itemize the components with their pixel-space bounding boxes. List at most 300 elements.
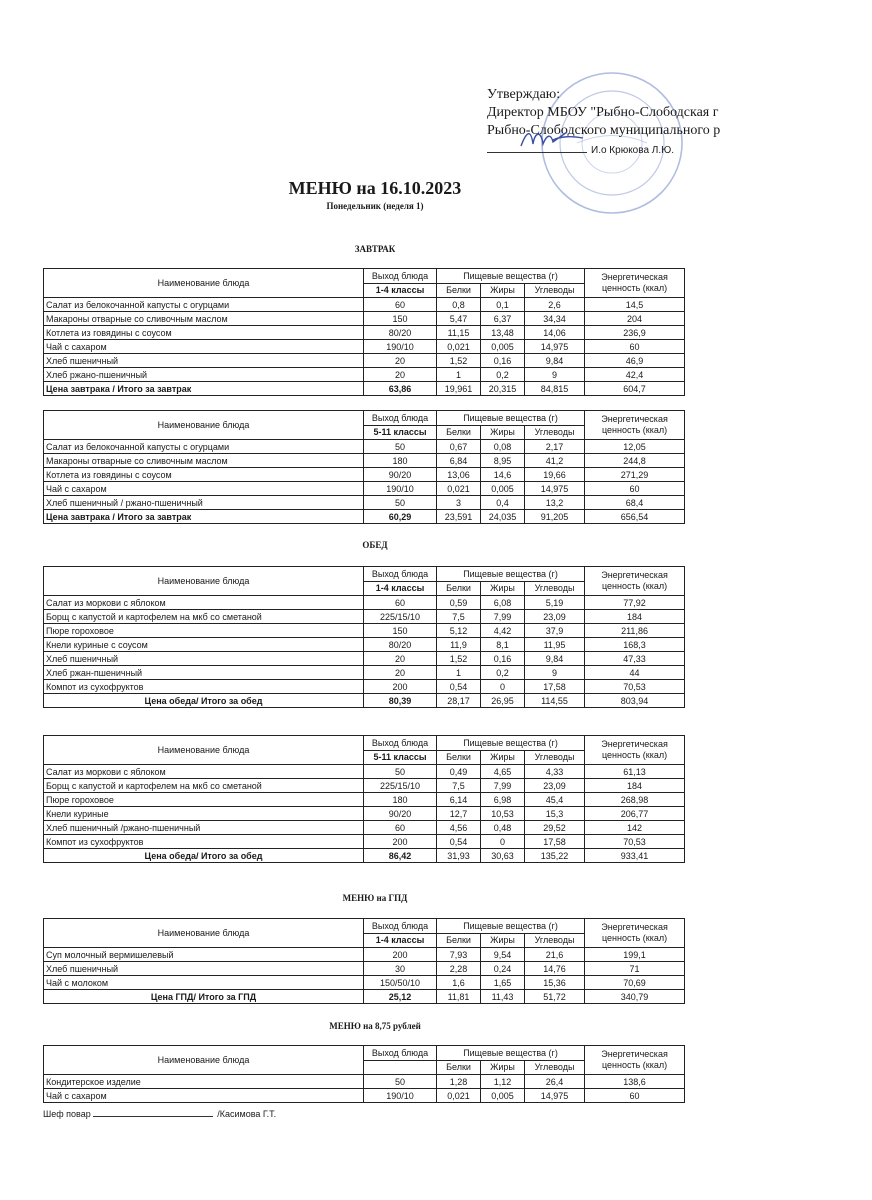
table-row <box>44 298 685 312</box>
header-fats: Жиры <box>481 425 525 440</box>
dish-fats: 0,4 <box>481 496 525 510</box>
dish-name: Борщ с капустой и картофелем на мкб со сметаной <box>44 610 364 624</box>
table-row <box>44 454 685 468</box>
dish-carbs: 29,52 <box>525 821 585 835</box>
dish-name: Хлеб ржан-пшеничный <box>44 666 364 680</box>
dish-output: 20 <box>364 368 437 382</box>
dish-energy: 142 <box>585 821 685 835</box>
dish-proteins: 0,54 <box>437 835 481 849</box>
dish-carbs: 15,36 <box>525 976 585 990</box>
header-carbs: Углеводы <box>525 283 585 298</box>
header-carbs: Углеводы <box>525 1060 585 1075</box>
approval-signature-row <box>487 140 872 160</box>
dish-carbs: 17,58 <box>525 835 585 849</box>
dish-output: 180 <box>364 793 437 807</box>
dish-output: 60 <box>364 596 437 610</box>
total-row <box>44 990 685 1004</box>
header-fats: Жиры <box>481 581 525 596</box>
table-row <box>44 638 685 652</box>
dish-output: 225/15/10 <box>364 610 437 624</box>
dish-carbs: 19,66 <box>525 468 585 482</box>
dish-energy: 211,86 <box>585 624 685 638</box>
chef-label: Шеф повар <box>43 1109 91 1119</box>
header-nutrients: Пищевые вещества (г) <box>437 567 585 582</box>
dish-proteins: 0,67 <box>437 440 481 454</box>
dish-name: Макароны отварные со сливочным маслом <box>44 454 364 468</box>
dish-proteins: 5,12 <box>437 624 481 638</box>
dish-fats: 6,08 <box>481 596 525 610</box>
dish-output: 150/50/10 <box>364 976 437 990</box>
dish-output: 50 <box>364 1075 437 1089</box>
header-output: Выход блюда <box>364 1046 437 1061</box>
dish-energy: 70,53 <box>585 680 685 694</box>
approval-district: Рыбно-Слободского муниципального р <box>487 123 721 138</box>
dish-name: Борщ с капустой и картофелем на мкб со сметаной <box>44 779 364 793</box>
header-carbs: Углеводы <box>525 581 585 596</box>
dish-output: 190/10 <box>364 1089 437 1103</box>
total-fats: 26,95 <box>481 694 525 708</box>
total-price: 80,39 <box>364 694 437 708</box>
dish-energy: 71 <box>585 962 685 976</box>
table-row <box>44 835 685 849</box>
table-row <box>44 482 685 496</box>
dish-name: Суп молочный вермишелевый <box>44 948 364 962</box>
header-dish-name: Наименование блюда <box>44 1046 364 1075</box>
dish-carbs: 15,3 <box>525 807 585 821</box>
dish-fats: 0,24 <box>481 962 525 976</box>
table-lunch-5-11 <box>43 735 685 863</box>
dish-carbs: 5,19 <box>525 596 585 610</box>
dish-fats: 4,42 <box>481 624 525 638</box>
dish-energy: 138,6 <box>585 1075 685 1089</box>
page-title: МЕНЮ на 16.10.2023 <box>288 178 462 198</box>
dish-output: 90/20 <box>364 468 437 482</box>
header-dish-name: Наименование блюда <box>44 736 364 765</box>
header-class-group: 5-11 классы <box>364 425 437 440</box>
total-carbs: 114,55 <box>525 694 585 708</box>
dish-energy: 199,1 <box>585 948 685 962</box>
total-label: Цена обеда/ Итого за обед <box>44 849 364 863</box>
dish-energy: 68,4 <box>585 496 685 510</box>
table-row <box>44 624 685 638</box>
table-row <box>44 666 685 680</box>
dish-fats: 6,98 <box>481 793 525 807</box>
table-row <box>44 326 685 340</box>
total-energy: 604,7 <box>585 382 685 396</box>
dish-output: 60 <box>364 298 437 312</box>
header-class-group-empty <box>364 1060 437 1075</box>
dish-energy: 204 <box>585 312 685 326</box>
total-proteins: 23,591 <box>437 510 481 524</box>
total-proteins: 19,961 <box>437 382 481 396</box>
chef-signature-row <box>43 1107 276 1119</box>
dish-output: 20 <box>364 666 437 680</box>
dish-proteins: 5,47 <box>437 312 481 326</box>
dish-energy: 184 <box>585 779 685 793</box>
dish-energy: 14,5 <box>585 298 685 312</box>
total-row <box>44 510 685 524</box>
dish-output: 90/20 <box>364 807 437 821</box>
dish-fats: 0,005 <box>481 1089 525 1103</box>
dish-fats: 7,99 <box>481 610 525 624</box>
total-label: Цена обеда/ Итого за обед <box>44 694 364 708</box>
dish-proteins: 1,52 <box>437 354 481 368</box>
table-row <box>44 652 685 666</box>
dish-carbs: 2,6 <box>525 298 585 312</box>
dish-energy: 60 <box>585 340 685 354</box>
dish-energy: 61,13 <box>585 765 685 779</box>
table-gpd-1-4 <box>43 918 685 1004</box>
dish-fats: 7,99 <box>481 779 525 793</box>
dish-energy: 42,4 <box>585 368 685 382</box>
dish-fats: 10,53 <box>481 807 525 821</box>
dish-energy: 184 <box>585 610 685 624</box>
total-price: 25,12 <box>364 990 437 1004</box>
dish-energy: 47,33 <box>585 652 685 666</box>
dish-carbs: 9,84 <box>525 652 585 666</box>
table-lunch-1-4 <box>43 566 685 708</box>
header-proteins: Белки <box>437 1060 481 1075</box>
total-fats: 30,63 <box>481 849 525 863</box>
dish-proteins: 11,9 <box>437 638 481 652</box>
director-signature <box>517 126 587 152</box>
header-class-group: 5-11 классы <box>364 750 437 765</box>
dish-name: Котлета из говядины с соусом <box>44 326 364 340</box>
dish-name: Пюре гороховое <box>44 793 364 807</box>
total-energy: 656,54 <box>585 510 685 524</box>
table-row <box>44 793 685 807</box>
chef-name: /Касимова Г.Т. <box>217 1109 277 1119</box>
dish-carbs: 9 <box>525 368 585 382</box>
table-row <box>44 680 685 694</box>
dish-name: Хлеб пшеничный /ржано-пшеничный <box>44 821 364 835</box>
table-row <box>44 610 685 624</box>
dish-name: Салат из белокочанной капусты с огурцами <box>44 440 364 454</box>
dish-fats: 4,65 <box>481 765 525 779</box>
table-row <box>44 821 685 835</box>
header-nutrients: Пищевые вещества (г) <box>437 736 585 751</box>
dish-carbs: 21,6 <box>525 948 585 962</box>
dish-output: 180 <box>364 454 437 468</box>
dish-carbs: 26,4 <box>525 1075 585 1089</box>
dish-energy: 70,53 <box>585 835 685 849</box>
dish-proteins: 12,7 <box>437 807 481 821</box>
dish-output: 50 <box>364 765 437 779</box>
dish-fats: 0,2 <box>481 666 525 680</box>
table-row <box>44 1089 685 1103</box>
approval-heading: Утверждаю: <box>487 87 561 102</box>
approval-block <box>487 86 872 160</box>
dish-output: 80/20 <box>364 326 437 340</box>
total-proteins: 11,81 <box>437 990 481 1004</box>
dish-fats: 1,65 <box>481 976 525 990</box>
dish-fats: 1,12 <box>481 1075 525 1089</box>
header-proteins: Белки <box>437 283 481 298</box>
dish-proteins: 1 <box>437 666 481 680</box>
total-fats: 11,43 <box>481 990 525 1004</box>
header-dish-name: Наименование блюда <box>44 411 364 440</box>
dish-proteins: 7,93 <box>437 948 481 962</box>
dish-name: Чай с сахаром <box>44 1089 364 1103</box>
dish-proteins: 0,49 <box>437 765 481 779</box>
dish-energy: 206,77 <box>585 807 685 821</box>
total-row <box>44 694 685 708</box>
header-proteins: Белки <box>437 581 481 596</box>
table-row <box>44 340 685 354</box>
dish-carbs: 14,975 <box>525 340 585 354</box>
table-row <box>44 948 685 962</box>
header-nutrients: Пищевые вещества (г) <box>437 1046 585 1061</box>
dish-carbs: 23,09 <box>525 779 585 793</box>
dish-carbs: 23,09 <box>525 610 585 624</box>
header-energy: Энергетическая ценность (ккал) <box>585 269 685 298</box>
dish-output: 200 <box>364 835 437 849</box>
dish-proteins: 1,28 <box>437 1075 481 1089</box>
dish-output: 20 <box>364 354 437 368</box>
header-energy: Энергетическая ценность (ккал) <box>585 919 685 948</box>
dish-proteins: 1,6 <box>437 976 481 990</box>
dish-name: Салат из моркови с яблоком <box>44 596 364 610</box>
header-nutrients: Пищевые вещества (г) <box>437 269 585 284</box>
dish-energy: 244,8 <box>585 454 685 468</box>
table-row <box>44 596 685 610</box>
table-row <box>44 1075 685 1089</box>
dish-proteins: 11,15 <box>437 326 481 340</box>
header-proteins: Белки <box>437 933 481 948</box>
dish-fats: 0,48 <box>481 821 525 835</box>
section-special: МЕНЮ на 8,75 рублей <box>329 1021 421 1031</box>
dish-energy: 168,3 <box>585 638 685 652</box>
header-class-group: 1-4 классы <box>364 933 437 948</box>
dish-proteins: 13,06 <box>437 468 481 482</box>
dish-carbs: 9 <box>525 666 585 680</box>
dish-fats: 8,1 <box>481 638 525 652</box>
dish-energy: 44 <box>585 666 685 680</box>
dish-name: Кондитерское изделие <box>44 1075 364 1089</box>
dish-energy: 60 <box>585 1089 685 1103</box>
dish-carbs: 37,9 <box>525 624 585 638</box>
signature-line <box>487 140 587 153</box>
header-carbs: Углеводы <box>525 425 585 440</box>
chef-signature-line <box>93 1107 213 1117</box>
dish-carbs: 14,975 <box>525 482 585 496</box>
header-energy: Энергетическая ценность (ккал) <box>585 567 685 596</box>
dish-fats: 0,16 <box>481 354 525 368</box>
dish-output: 20 <box>364 652 437 666</box>
dish-proteins: 3 <box>437 496 481 510</box>
dish-name: Хлеб пшеничный <box>44 652 364 666</box>
header-nutrients: Пищевые вещества (г) <box>437 411 585 426</box>
header-fats: Жиры <box>481 283 525 298</box>
dish-fats: 0 <box>481 835 525 849</box>
header-output: Выход блюда <box>364 736 437 751</box>
dish-name: Кнели куриные <box>44 807 364 821</box>
dish-proteins: 2,28 <box>437 962 481 976</box>
dish-carbs: 14,76 <box>525 962 585 976</box>
section-lunch: ОБЕД <box>362 540 388 550</box>
dish-fats: 0,2 <box>481 368 525 382</box>
table-row <box>44 976 685 990</box>
dish-energy: 268,98 <box>585 793 685 807</box>
section-gpd: МЕНЮ на ГПД <box>342 893 408 903</box>
header-energy: Энергетическая ценность (ккал) <box>585 411 685 440</box>
dish-name: Салат из белокочанной капусты с огурцами <box>44 298 364 312</box>
section-breakfast: ЗАВТРАК <box>354 244 396 254</box>
approval-director: Директор МБОУ "Рыбно-Слободская г <box>487 105 719 120</box>
dish-fats: 9,54 <box>481 948 525 962</box>
approval-signer: И.о Крюкова Л.Ю. <box>591 145 675 156</box>
dish-energy: 70,69 <box>585 976 685 990</box>
page-subtitle: Понедельник (неделя 1) <box>326 201 424 211</box>
dish-output: 150 <box>364 624 437 638</box>
dish-output: 200 <box>364 680 437 694</box>
table-row <box>44 354 685 368</box>
dish-output: 30 <box>364 962 437 976</box>
header-class-group: 1-4 классы <box>364 581 437 596</box>
header-proteins: Белки <box>437 750 481 765</box>
total-label: Цена ГПД/ Итого за ГПД <box>44 990 364 1004</box>
dish-name: Чай с сахаром <box>44 340 364 354</box>
header-output: Выход блюда <box>364 567 437 582</box>
total-energy: 340,79 <box>585 990 685 1004</box>
dish-fats: 14,6 <box>481 468 525 482</box>
total-price: 63,86 <box>364 382 437 396</box>
dish-output: 200 <box>364 948 437 962</box>
table-row <box>44 440 685 454</box>
total-proteins: 31,93 <box>437 849 481 863</box>
dish-carbs: 4,33 <box>525 765 585 779</box>
dish-name: Хлеб пшеничный <box>44 962 364 976</box>
dish-energy: 60 <box>585 482 685 496</box>
dish-name: Хлеб пшеничный <box>44 354 364 368</box>
header-dish-name: Наименование блюда <box>44 269 364 298</box>
table-row <box>44 468 685 482</box>
dish-name: Кнели куриные с соусом <box>44 638 364 652</box>
table-row <box>44 368 685 382</box>
dish-proteins: 0,021 <box>437 482 481 496</box>
dish-name: Хлеб ржано-пшеничный <box>44 368 364 382</box>
header-carbs: Углеводы <box>525 750 585 765</box>
dish-proteins: 0,59 <box>437 596 481 610</box>
total-row <box>44 382 685 396</box>
dish-energy: 46,9 <box>585 354 685 368</box>
dish-fats: 0,16 <box>481 652 525 666</box>
dish-energy: 236,9 <box>585 326 685 340</box>
dish-energy: 77,92 <box>585 596 685 610</box>
header-energy: Энергетическая ценность (ккал) <box>585 736 685 765</box>
dish-carbs: 9,84 <box>525 354 585 368</box>
dish-name: Макароны отварные со сливочным маслом <box>44 312 364 326</box>
dish-proteins: 0,021 <box>437 340 481 354</box>
table-row <box>44 765 685 779</box>
table-special-menu <box>43 1045 685 1103</box>
dish-output: 150 <box>364 312 437 326</box>
header-fats: Жиры <box>481 1060 525 1075</box>
dish-energy: 271,29 <box>585 468 685 482</box>
total-carbs: 91,205 <box>525 510 585 524</box>
table-row <box>44 962 685 976</box>
dish-proteins: 1,52 <box>437 652 481 666</box>
dish-name: Чай с молоком <box>44 976 364 990</box>
dish-proteins: 7,5 <box>437 779 481 793</box>
dish-fats: 0,005 <box>481 340 525 354</box>
total-energy: 933,41 <box>585 849 685 863</box>
dish-carbs: 41,2 <box>525 454 585 468</box>
dish-name: Пюре гороховое <box>44 624 364 638</box>
total-fats: 24,035 <box>481 510 525 524</box>
dish-proteins: 4,56 <box>437 821 481 835</box>
header-energy: Энергетическая ценность (ккал) <box>585 1046 685 1075</box>
total-carbs: 84,815 <box>525 382 585 396</box>
header-output: Выход блюда <box>364 411 437 426</box>
dish-carbs: 11,95 <box>525 638 585 652</box>
dish-output: 225/15/10 <box>364 779 437 793</box>
table-row <box>44 312 685 326</box>
header-fats: Жиры <box>481 750 525 765</box>
total-price: 86,42 <box>364 849 437 863</box>
dish-proteins: 6,14 <box>437 793 481 807</box>
header-carbs: Углеводы <box>525 933 585 948</box>
dish-proteins: 0,021 <box>437 1089 481 1103</box>
dish-name: Компот из сухофруктов <box>44 680 364 694</box>
dish-carbs: 17,58 <box>525 680 585 694</box>
total-label: Цена завтрака / Итого за завтрак <box>44 382 364 396</box>
dish-fats: 0,08 <box>481 440 525 454</box>
dish-carbs: 34,34 <box>525 312 585 326</box>
total-energy: 803,94 <box>585 694 685 708</box>
dish-name: Котлета из говядины с соусом <box>44 468 364 482</box>
table-breakfast-5-11 <box>43 410 685 524</box>
header-output: Выход блюда <box>364 269 437 284</box>
table-row <box>44 779 685 793</box>
total-label: Цена завтрака / Итого за завтрак <box>44 510 364 524</box>
total-row <box>44 849 685 863</box>
dish-fats: 0 <box>481 680 525 694</box>
dish-carbs: 14,975 <box>525 1089 585 1103</box>
dish-proteins: 0,54 <box>437 680 481 694</box>
dish-name: Компот из сухофруктов <box>44 835 364 849</box>
header-class-group: 1-4 классы <box>364 283 437 298</box>
dish-name: Салат из моркови с яблоком <box>44 765 364 779</box>
header-dish-name: Наименование блюда <box>44 919 364 948</box>
dish-name: Хлеб пшеничный / ржано-пшеничный <box>44 496 364 510</box>
dish-proteins: 0,8 <box>437 298 481 312</box>
dish-name: Чай с сахаром <box>44 482 364 496</box>
dish-output: 190/10 <box>364 482 437 496</box>
dish-output: 50 <box>364 496 437 510</box>
dish-fats: 6,37 <box>481 312 525 326</box>
dish-output: 60 <box>364 821 437 835</box>
table-row <box>44 496 685 510</box>
table-row <box>44 807 685 821</box>
dish-carbs: 45,4 <box>525 793 585 807</box>
total-carbs: 135,22 <box>525 849 585 863</box>
dish-output: 190/10 <box>364 340 437 354</box>
header-output: Выход блюда <box>364 919 437 934</box>
dish-proteins: 7,5 <box>437 610 481 624</box>
dish-energy: 12,05 <box>585 440 685 454</box>
dish-proteins: 6,84 <box>437 454 481 468</box>
dish-proteins: 1 <box>437 368 481 382</box>
dish-carbs: 14,06 <box>525 326 585 340</box>
dish-output: 50 <box>364 440 437 454</box>
total-proteins: 28,17 <box>437 694 481 708</box>
header-proteins: Белки <box>437 425 481 440</box>
dish-fats: 0,1 <box>481 298 525 312</box>
dish-fats: 8,95 <box>481 454 525 468</box>
total-fats: 20,315 <box>481 382 525 396</box>
dish-carbs: 2,17 <box>525 440 585 454</box>
